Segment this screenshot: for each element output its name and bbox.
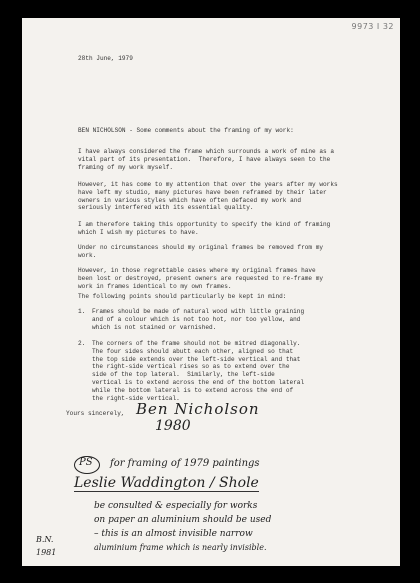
handwritten-initials-year: 1981: [36, 548, 57, 557]
handwritten-line-6: aluminium frame which is nearly invisible.: [94, 543, 267, 552]
paragraph-3: I am therefore taking this opportunity to specify the kind of framing which I wish my pictures to have.: [78, 221, 331, 236]
letter-date: 28th June, 1979: [78, 55, 133, 62]
paragraph-2: However, it has come to my attention that over the years after my works have left my studio, many pictures have been reframed by their later owners in various styles which have often defaced my work and seriously interfered with its essential quality.: [78, 181, 338, 212]
archive-reference: 9973 I 32: [351, 22, 394, 31]
signature: Ben Nicholson: [136, 400, 260, 418]
letter-page: [22, 18, 400, 566]
handwritten-line-3: be consulted & especially for works: [94, 501, 258, 511]
paragraph-4: Under no circumstances should my original frames be removed from my work.: [78, 244, 324, 259]
paragraph-5: However, in those regrettable cases where my original frames have been lost or destroyed, present owners are requested to re-frame my work in frames identical to my own frames.: [78, 267, 324, 290]
paragraph-6: The following points should particularly be kept in mind:: [78, 293, 287, 300]
signature-year: 1980: [155, 418, 191, 434]
handwritten-line-2: Leslie Waddington / Shole: [74, 475, 259, 491]
point-2-text: The corners of the frame should not be mitred diagonally. The four sides should abutt each other, aligned so that the top side extends over the left-side vertical and that the right-side vertical rises so as to extend over the side of the top lateral. Similarly, the left-side vertical is to extend across the end of the bottom lateral while the bottom lateral is to extend across the end of the right-side vertical.: [92, 340, 305, 402]
point-1-text: Frames should be made of natural wood with little graining and of a colour which is not too hot, nor too yellow, and which is not stained or varnished.: [92, 308, 305, 331]
handwritten-line-4: on paper an aluminium should be used: [94, 515, 272, 525]
ps-label: PS: [79, 457, 93, 468]
handwritten-line-5: – this is an almost invisible narrow: [94, 529, 253, 539]
point-1-number: 1.: [78, 308, 86, 315]
paragraph-1: I have always considered the frame which surrounds a work of mine as a vital part of its presentation. Therefore, I have always seen to the framing of my work myself.: [78, 148, 334, 171]
handwritten-line-1: for framing of 1979 paintings: [110, 458, 260, 469]
closing: Yours sincerely,: [66, 410, 125, 417]
letter-heading: BEN NICHOLSON - Some comments about the framing of my work:: [78, 127, 294, 134]
point-2-number: 2.: [78, 340, 86, 347]
handwritten-initials: B.N.: [36, 535, 54, 544]
